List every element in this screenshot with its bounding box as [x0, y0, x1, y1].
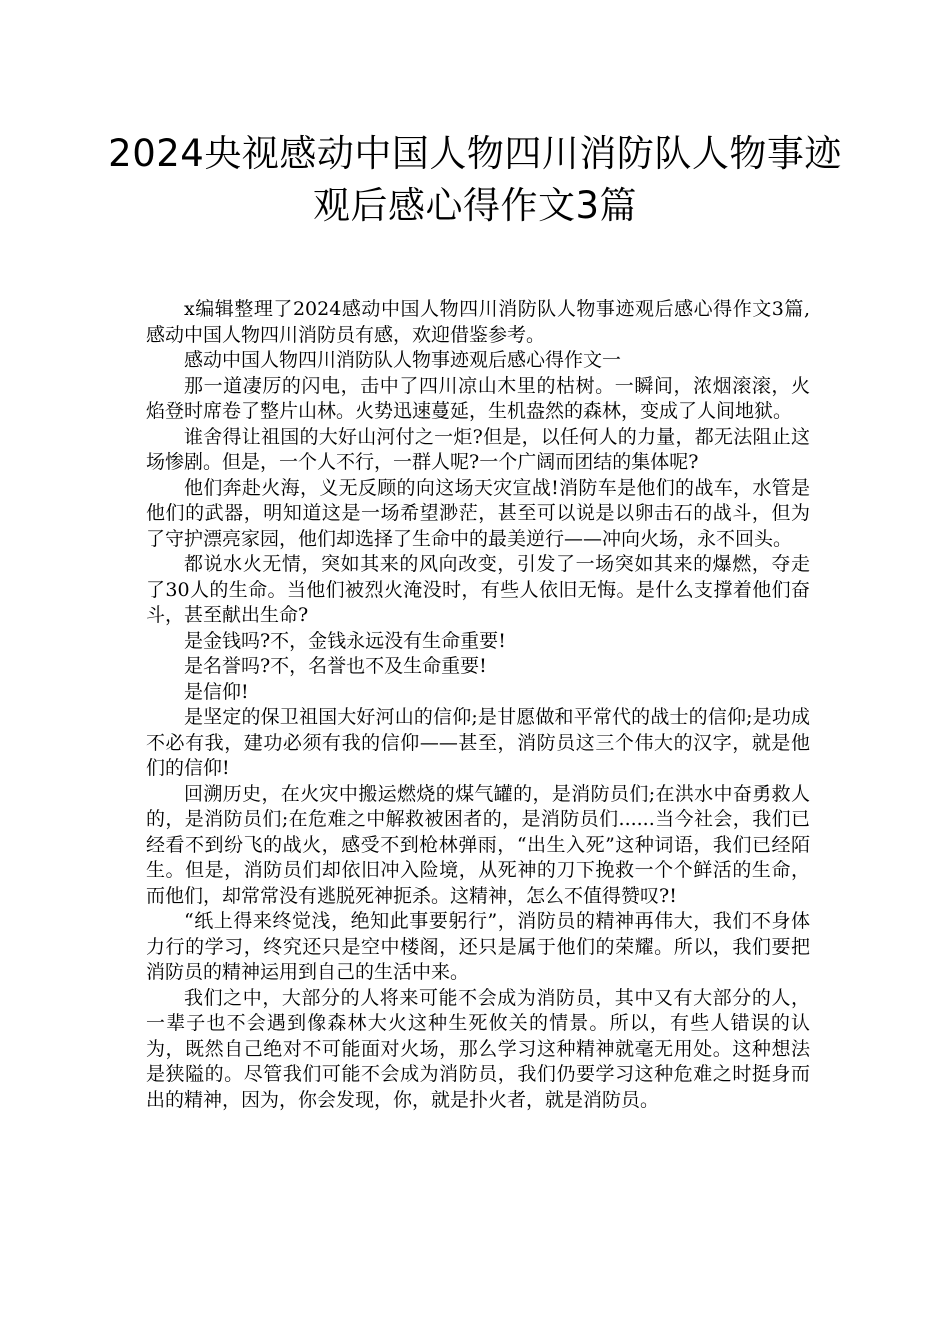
document-title: 2024央视感动中国人物四川消防队人物事迹观后感心得作文3篇 — [108, 132, 842, 227]
body-paragraph: 是名誉吗?不，名誉也不及生命重要! — [184, 655, 487, 677]
intro-paragraph: x编辑整理了2024感动中国人物四川消防队人物事迹观后感心得作文3篇,感动中国人物四川消防员有感，欢迎借鉴参考。 — [146, 298, 810, 346]
body-paragraph: 回溯历史，在火灾中搬运燃烧的煤气罐的，是消防员们;在洪水中奋勇救人的，是消防员们;在危难之中解救被困者的，是消防员们......当今社会，我们已经看不到纷飞的战火，感受不到枪林弹雨，“出生入死”这种词语，我们已经陌生。但是，消防员们却依旧冲入险境，从死神的刀下挽救一个个鲜活的生命，而他们，却常常没有逃脱死神扼杀。这精神，怎么不值得赞叹?! — [146, 782, 810, 907]
body-paragraph: 他们奔赴火海，义无反顾的向这场天灾宣战!消防车是他们的战车，水管是他们的武器，明知道这是一场希望渺茫，甚至可以说是以卵击石的战斗，但为了守护漂亮家园，他们却选择了生命中的最美逆行——冲向火场，永不回头。 — [146, 476, 810, 550]
body-paragraph: “纸上得来终觉浅，绝知此事要躬行”，消防员的精神再伟大，我们不身体力行的学习，终究还只是空中楼阁，还只是属于他们的荣耀。所以，我们要把消防员的精神运用到自己的生活中来。 — [146, 910, 810, 983]
body-paragraph: 我们之中，大部分的人将来可能不会成为消防员，其中又有大部分的人，一辈子也不会遇到像森林大火这种生死攸关的情景。所以，有些人错误的认为，既然自己绝对不可能面对火场，那么学习这种精神就毫无用处。这种想法是狭隘的。尽管我们可能不会成为消防员，我们仍要学习这种危难之时挺身而出的精神，因为，你会发现，你，就是扑火者，就是消防员。 — [146, 986, 810, 1111]
body-paragraph: 是坚定的保卫祖国大好河山的信仰;是甘愿做和平常代的战士的信仰;是功成不必有我，建功必须有我的信仰——甚至，消防员这三个伟大的汉字，就是他们的信仰! — [146, 706, 810, 779]
document-body — [146, 297, 810, 1113]
body-paragraph: 谁舍得让祖国的大好山河付之一炬?但是，以任何人的力量，都无法阻止这场惨剧。但是，一个人不行，一群人呢?一个广阔而团结的集体呢? — [146, 425, 810, 473]
body-paragraph: 那一道凄厉的闪电，击中了四川凉山木里的枯树。一瞬间，浓烟滚滚，火焰登时席卷了整片山林。火势迅速蔓延，生机盎然的森林，变成了人间地狱。 — [146, 374, 810, 422]
body-paragraph: 是金钱吗?不，金钱永远没有生命重要! — [184, 629, 506, 652]
body-paragraph: 都说水火无情，突如其来的风向改变，引发了一场突如其来的爆燃，夺走了30人的生命。当他们被烈火淹没时，有些人依旧无悔。是什么支撑着他们奋斗，甚至献出生命? — [146, 553, 810, 626]
body-paragraph: 是信仰! — [184, 680, 249, 703]
section-heading: 感动中国人物四川消防队人物事迹观后感心得作文一 — [184, 349, 622, 371]
